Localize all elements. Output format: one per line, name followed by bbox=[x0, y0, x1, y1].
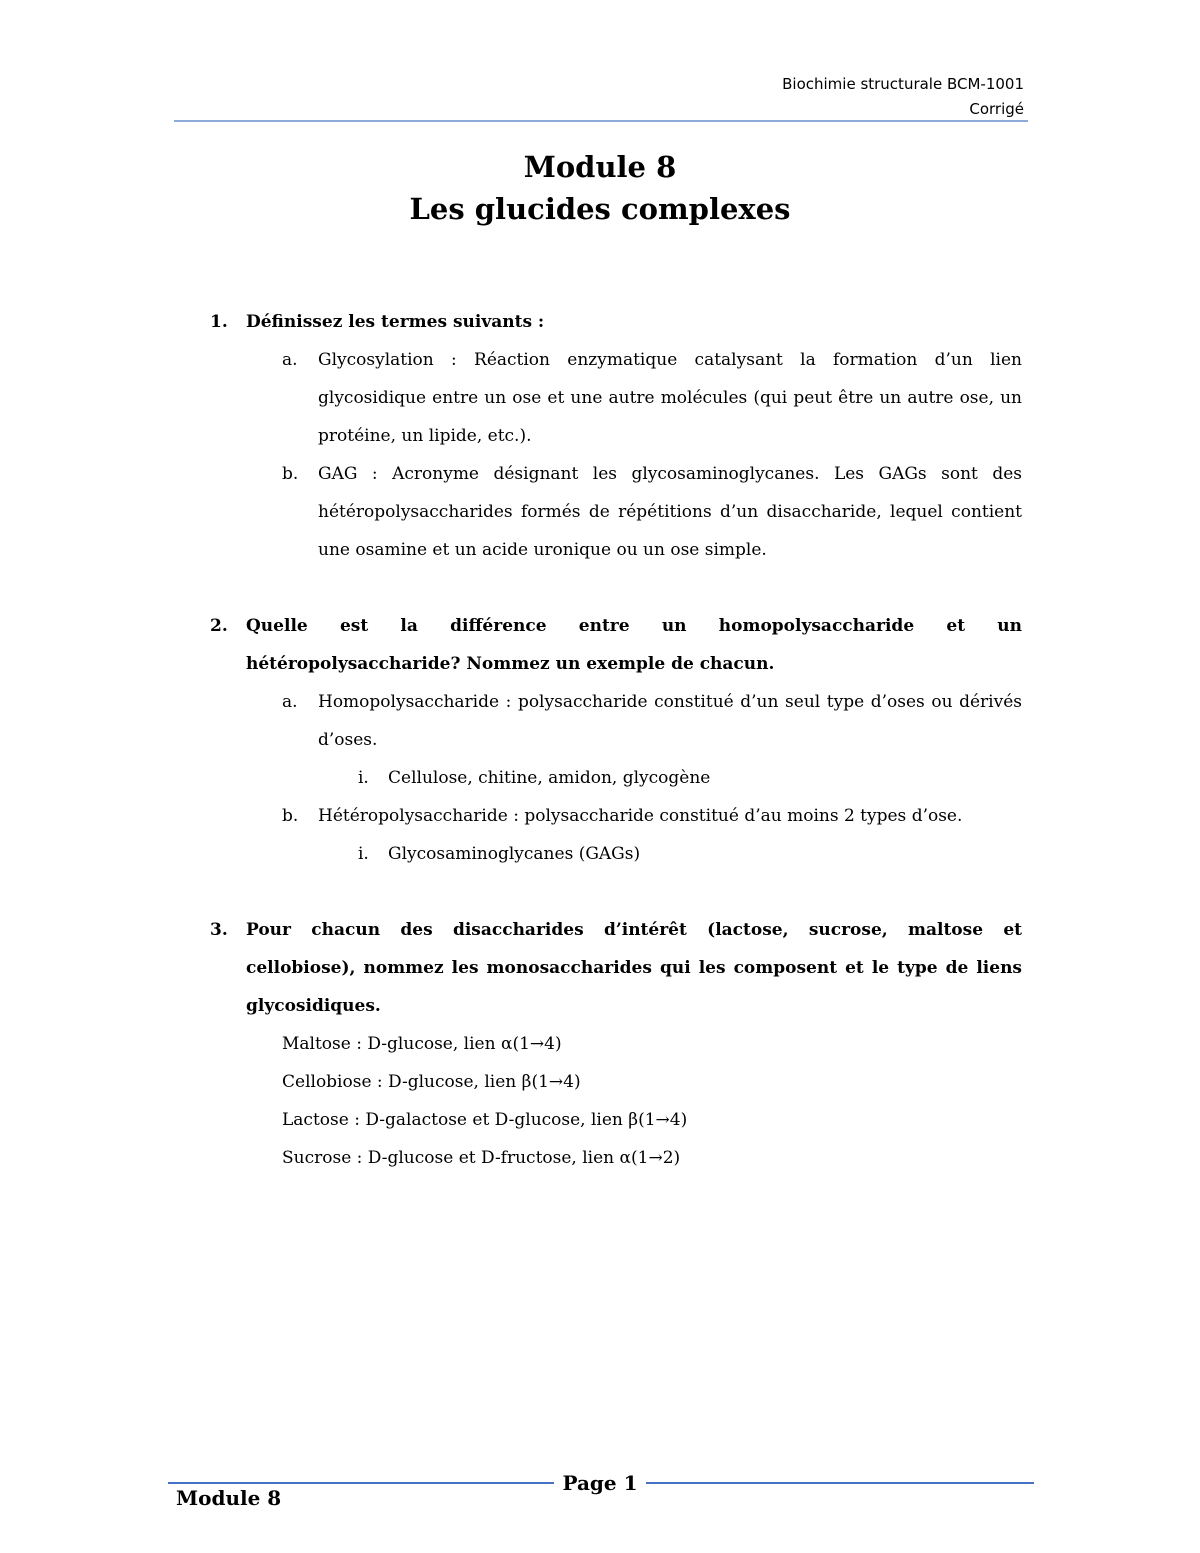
spacer bbox=[210, 569, 1022, 607]
footer-divider-left bbox=[168, 1482, 554, 1484]
spacer bbox=[210, 873, 1022, 911]
answer-line: Cellobiose : D-glucose, lien β(1→4) bbox=[282, 1072, 581, 1092]
answer-item bbox=[210, 683, 1022, 759]
answer-line: Sucrose : D-glucose et D-fructose, lien α(1→2) bbox=[282, 1148, 681, 1168]
item-label: b. bbox=[282, 464, 299, 484]
document-body bbox=[210, 303, 1022, 1177]
page-header bbox=[782, 72, 1024, 122]
answer-subitem bbox=[210, 759, 1022, 797]
item-label: a. bbox=[282, 692, 298, 712]
answer-subitem bbox=[210, 835, 1022, 873]
answer-item bbox=[210, 341, 1022, 455]
item-text: Glycosylation : Réaction enzymatique catalysant la formation d’un lien glycosidique entre un ose et une autre molécules (qui peut être un autre ose, un protéine, un lipide, etc.). bbox=[318, 350, 1022, 446]
question-text: Pour chacun des disaccharides d’intérêt (lactose, sucrose, maltose et cellobiose), nommez les monosaccharides qui les composent et le type de liens glycosidiques. bbox=[246, 920, 1022, 1016]
answer-line: Lactose : D-galactose et D-glucose, lien β(1→4) bbox=[282, 1110, 688, 1130]
item-text: GAG : Acronyme désignant les glycosaminoglycanes. Les GAGs sont des hétéropolysaccharides formés de répétitions d’un disaccharide, lequel contient une osamine et un acide uronique ou un ose simple. bbox=[318, 464, 1022, 560]
question-number: 2. bbox=[210, 616, 228, 636]
footer-divider-right bbox=[646, 1482, 1034, 1484]
title-module: Module 8 bbox=[523, 150, 677, 184]
question-number: 1. bbox=[210, 312, 228, 332]
subitem-label: i. bbox=[358, 768, 369, 788]
subitem-text: Cellulose, chitine, amidon, glycogène bbox=[388, 768, 711, 788]
subitem-label: i. bbox=[358, 844, 369, 864]
answer-line: Maltose : D-glucose, lien α(1→4) bbox=[282, 1034, 562, 1054]
question-3 bbox=[210, 911, 1022, 1025]
answer-item bbox=[210, 797, 1022, 835]
footer-module: Module 8 bbox=[176, 1486, 282, 1510]
question-number: 3. bbox=[210, 920, 228, 940]
question-1 bbox=[210, 303, 1022, 341]
question-2 bbox=[210, 607, 1022, 683]
title-topic: Les glucides complexes bbox=[409, 192, 791, 226]
subitem-text: Glycosaminoglycanes (GAGs) bbox=[388, 844, 641, 864]
page-number: Page 1 bbox=[562, 1471, 638, 1495]
header-divider bbox=[174, 120, 1028, 122]
document-type: Corrigé bbox=[969, 100, 1024, 118]
answer-item bbox=[210, 455, 1022, 569]
page-title bbox=[0, 146, 1200, 230]
item-label: a. bbox=[282, 350, 298, 370]
item-text: Homopolysaccharide : polysaccharide constitué d’un seul type d’oses ou dérivés d’oses. bbox=[318, 692, 1022, 750]
course-title: Biochimie structurale BCM-1001 bbox=[782, 75, 1024, 93]
item-text: Hétéropolysaccharide : polysaccharide constitué d’au moins 2 types d’ose. bbox=[318, 806, 963, 826]
question-text: Définissez les termes suivants : bbox=[246, 312, 545, 332]
question-text: Quelle est la différence entre un homopolysaccharide et un hétéropolysaccharide? Nommez un exemple de chacun. bbox=[246, 616, 1022, 674]
item-label: b. bbox=[282, 806, 299, 826]
